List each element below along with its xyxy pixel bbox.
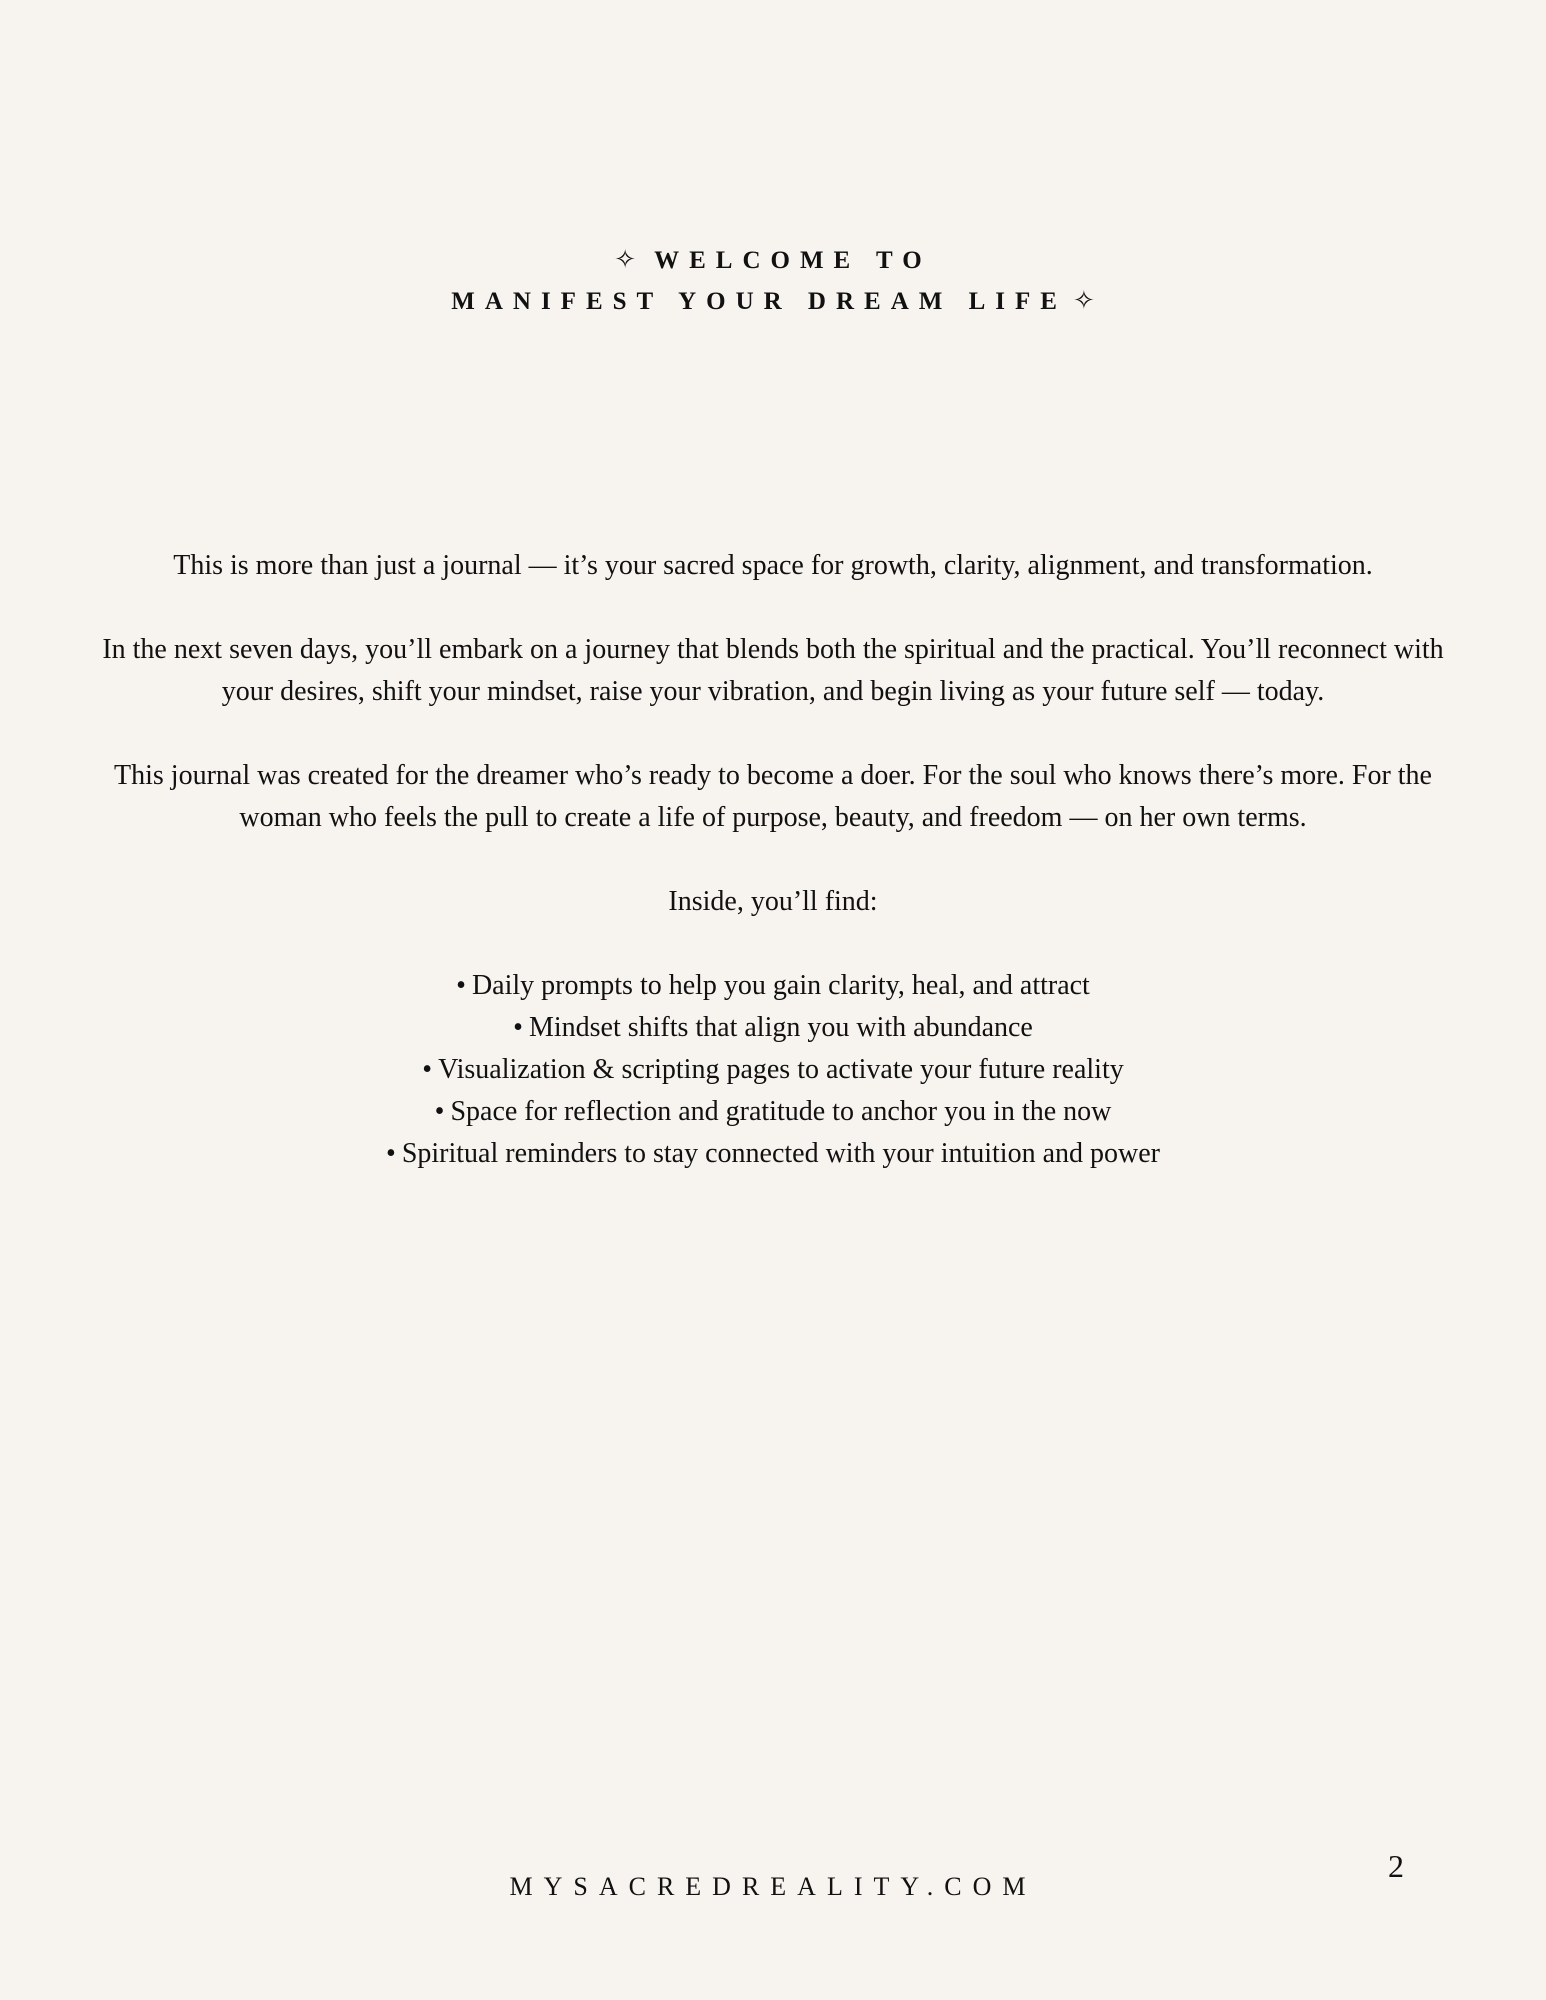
audience-paragraph: This journal was created for the dreamer who’s ready to become a doer. For the soul who knows there’s more. For the woman who feels the pull to create a life of purpose, beauty, and freedom — on her own terms. [114, 760, 1432, 833]
page-header [0, 240, 1546, 322]
list-item [90, 1133, 1456, 1175]
header-title-line-1: WELCOME TO [654, 247, 932, 274]
bullet-icon: • [456, 970, 466, 1001]
website-footer: MYSACREDREALITY.COM [509, 1872, 1037, 1901]
header-title-line-2: MANIFEST YOUR DREAM LIFE [451, 288, 1067, 315]
header-line-1 [0, 240, 1546, 281]
list-item-text: Space for reflection and gratitude to anchor you in the now [450, 1096, 1112, 1127]
list-item [90, 1007, 1456, 1049]
page-number: 2 [1388, 1848, 1404, 1884]
list-item [90, 1091, 1456, 1133]
header-line-2 [0, 281, 1546, 322]
star-icon: ✧ [1072, 286, 1095, 316]
list-item [90, 965, 1456, 1007]
intro-paragraph: This is more than just a journal — it’s your sacred space for growth, clarity, alignment, and transformation. [173, 550, 1373, 581]
bullet-icon: • [422, 1054, 433, 1085]
list-item-text: Daily prompts to help you gain clarity, heal, and attract [471, 970, 1090, 1001]
list-item-text: Spiritual reminders to stay connected with your intuition and power [401, 1138, 1160, 1169]
body-text [90, 545, 1456, 1175]
feature-list [90, 965, 1456, 1175]
inside-heading: Inside, you’ll find: [668, 886, 878, 917]
journey-paragraph: In the next seven days, you’ll embark on a journey that blends both the spiritual and the practical. You’ll reconnect with your desires, shift your mindset, raise your vibration, and begin living as your future self — today. [102, 634, 1444, 707]
bullet-icon: • [434, 1096, 445, 1127]
star-icon: ✧ [614, 245, 637, 275]
bullet-icon: • [386, 1138, 396, 1169]
list-item-text: Mindset shifts that align you with abundance [528, 1012, 1033, 1043]
list-item-text: Visualization & scripting pages to activate your future reality [438, 1054, 1124, 1085]
bullet-icon: • [513, 1012, 523, 1043]
list-item [90, 1049, 1456, 1091]
